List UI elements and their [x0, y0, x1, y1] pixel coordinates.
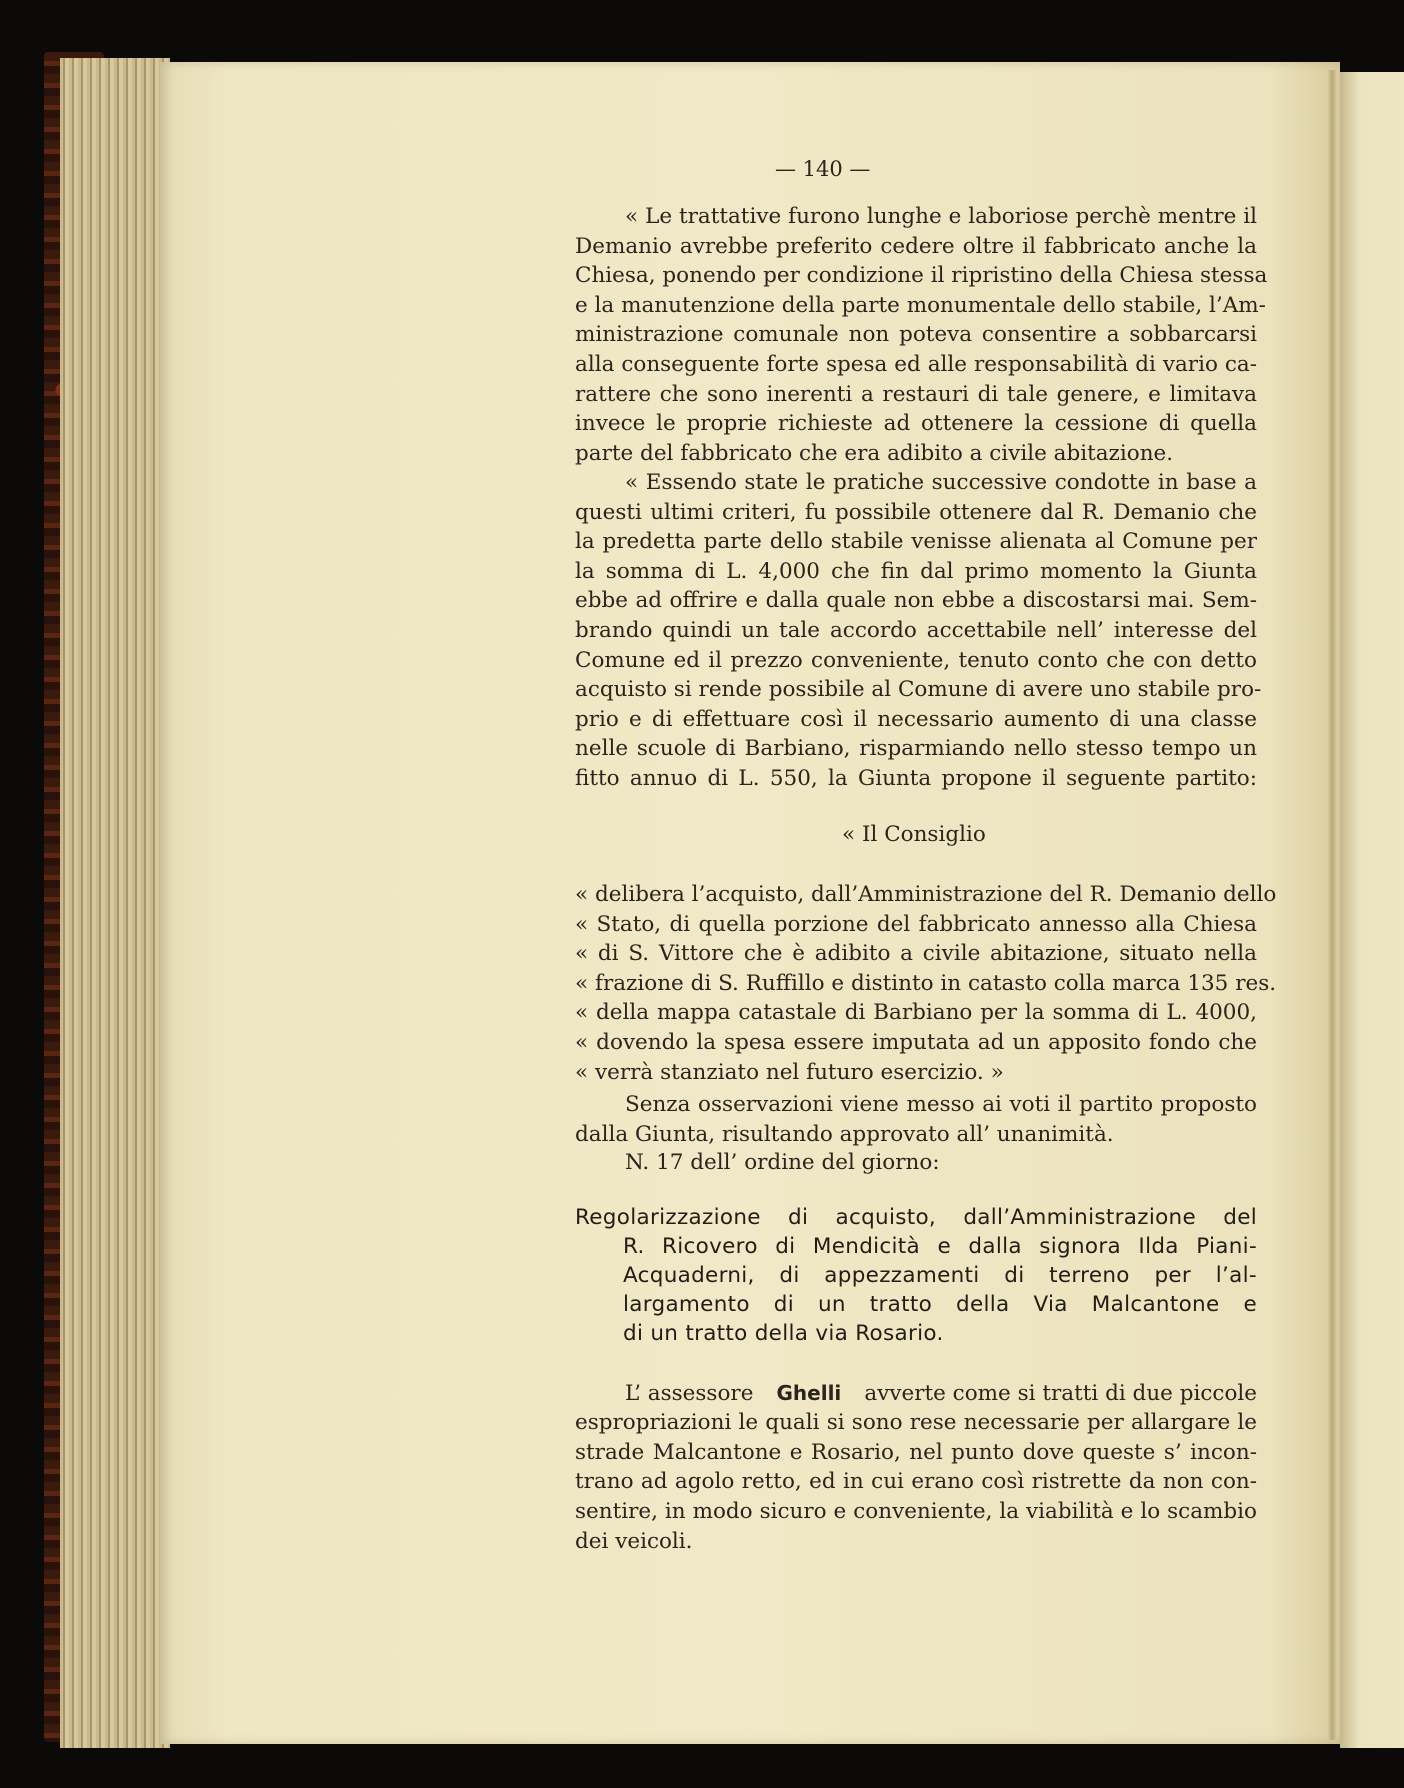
deliberation-line-text: « verrà stanziato nel futuro esercizio. »	[575, 1059, 1004, 1085]
deliberation-line	[575, 1060, 1257, 1085]
p1-line	[575, 234, 1257, 259]
p2-line	[575, 529, 1257, 554]
order-item	[575, 1150, 1257, 1175]
heading-line-text: largamento di un tratto della Via Malcantone e	[623, 1292, 1257, 1317]
deliberation-line-text: « di S. Vittore che è adibito a civile abitazione, situato nella	[575, 941, 1257, 967]
order-item-text: N. 17 dell’ ordine del giorno:	[625, 1150, 940, 1175]
p2-line-text: « Essendo state le pratiche successive condotte in base a	[625, 470, 1257, 495]
p2-line	[575, 677, 1262, 703]
p1-line	[575, 382, 1257, 407]
final-line-text: espropriazioni le quali si sono rese necessarie per allargare le	[575, 1410, 1257, 1435]
heading-line	[623, 1292, 1257, 1317]
final-first-line	[575, 1381, 1257, 1406]
final-first-prefix: L’ assessore	[625, 1381, 754, 1406]
deliberation-line	[575, 970, 1277, 996]
vote-line-text: Senza osservazioni viene messo ai voti il partito proposto	[625, 1092, 1257, 1117]
heading-line	[623, 1321, 1257, 1346]
deliberation-line	[575, 1000, 1257, 1025]
page-number: — 140 —	[775, 157, 871, 181]
p2-line-text: nelle scuole di Barbiano, risparmiando nello stesso tempo un	[575, 736, 1257, 762]
p2-line-text: fitto annuo di L. 550, la Giunta propone il seguente partito:	[575, 766, 1257, 791]
p2-line	[575, 500, 1257, 525]
vote-line	[575, 1092, 1257, 1117]
page-gutter	[1328, 70, 1336, 1740]
heading-line-text: Acquaderni, di appezzamenti di terreno per l’al-	[623, 1263, 1257, 1288]
heading-line	[623, 1234, 1257, 1259]
p1-line	[575, 292, 1266, 318]
deliberation-line-text: « delibera l’acquisto, dall’Amministrazione del R. Demanio dello	[575, 882, 1277, 907]
p1-line	[575, 352, 1257, 377]
deliberation-line-text: « Stato, di quella porzione del fabbricato annesso alla Chiesa	[575, 911, 1257, 937]
assessore-name: Ghelli	[776, 1381, 842, 1405]
deliberation-line	[575, 882, 1277, 907]
final-line	[575, 1410, 1257, 1435]
p1-line	[575, 263, 1268, 289]
heading-line	[623, 1263, 1257, 1288]
p2-line-text: la somma di L. 4,000 che fin dal primo momento la Giunta	[575, 558, 1257, 584]
heading-line	[575, 1205, 1257, 1230]
p1-line-text: alla conseguente forte spesa ed alle responsabilità di vario ca-	[575, 352, 1257, 377]
deliberation-line-text: « della mappa catastale di Barbiano per la somma di L. 4000,	[575, 1000, 1257, 1026]
p1-line-text: Demanio avrebbe preferito cedere oltre il fabbricato anche la	[575, 233, 1257, 259]
final-last-line	[575, 1529, 1257, 1554]
final-line	[575, 1440, 1257, 1465]
deliberation-line	[575, 912, 1257, 937]
p1-line-text: ministrazione comunale non poteva consentire a sobbarcarsi	[575, 322, 1257, 348]
final-last-line-text: dei veicoli.	[575, 1529, 693, 1554]
p1-line	[575, 204, 1257, 229]
p1-line-text: rattere che sono inerenti a restauri di tale genere, e limitava	[575, 381, 1257, 407]
p2-line-text: brando quindi un tale accordo accettabile nell’ interesse del	[575, 618, 1257, 643]
p2-line	[575, 618, 1257, 643]
heading-line-text: R. Ricovero di Mendicità e dalla signora Ilda Piani-	[623, 1234, 1257, 1259]
p2-line-text: Comune ed il prezzo conveniente, tenuto conto che con detto	[575, 647, 1257, 673]
p1-line	[575, 441, 1257, 466]
heading-line-text: Regolarizzazione di acquisto, dall’Amministrazione del	[575, 1205, 1257, 1230]
page-stack-edge	[60, 58, 170, 1748]
p2-line	[575, 648, 1257, 673]
p1-line-text: « Le trattative furono lunghe e laboriose perchè mentre il	[625, 204, 1257, 229]
p2-line-text: acquisto si rende possibile al Comune di avere uno stabile pro-	[575, 677, 1262, 703]
heading-line-text: di un tratto della via Rosario.	[623, 1321, 944, 1346]
final-line	[575, 1499, 1257, 1524]
final-line-text: trano ad agolo retto, ed in cui erano così ristrette da non con-	[575, 1469, 1257, 1495]
deliberation-line-text: « frazione di S. Ruffillo e distinto in catasto colla marca 135 res.	[575, 970, 1277, 996]
p2-line	[575, 736, 1257, 761]
p2-line	[575, 559, 1257, 584]
p1-line-text: Chiesa, ponendo per condizione il ripristino della Chiesa stessa	[575, 263, 1268, 289]
final-line-text: sentire, in modo sicuro e conveniente, la viabilità e lo scambio	[575, 1498, 1257, 1524]
p2-line-text: prio e di effettuare così il necessario aumento di una classe	[575, 706, 1257, 732]
deliberation-line	[575, 941, 1257, 966]
deliberation-line	[575, 1030, 1257, 1055]
next-page-edge	[1340, 72, 1404, 1748]
p1-line-text: parte del fabbricato che era adibito a civile abitazione.	[575, 440, 1174, 466]
p2-line-text: questi ultimi criteri, fu possibile ottenere dal R. Demanio che	[575, 499, 1257, 525]
vote-line-text: dalla Giunta, risultando approvato all’ unanimità.	[575, 1121, 1114, 1147]
p1-line	[575, 411, 1257, 436]
deliberation-line-text: « dovendo la spesa essere imputata ad un apposito fondo che	[575, 1030, 1257, 1055]
p1-line-text: invece le proprie richieste ad ottenere la cessione di quella	[575, 411, 1257, 437]
p1-line-text: e la manutenzione della parte monumentale dello stabile, l’Am-	[575, 292, 1266, 318]
vote-line	[575, 1122, 1257, 1147]
consiglio-heading: « Il Consiglio	[842, 822, 986, 847]
final-first-suffix: avverte come si tratti di due piccole	[864, 1381, 1257, 1406]
final-line	[575, 1469, 1257, 1494]
p2-line	[575, 470, 1257, 495]
p2-line	[575, 766, 1257, 791]
p2-line	[575, 707, 1257, 732]
p2-line-text: ebbe ad offrire e dalla quale non ebbe a discostarsi mai. Sem-	[575, 588, 1257, 614]
final-line-text: strade Malcantone e Rosario, nel punto dove queste s’ incon-	[575, 1439, 1257, 1465]
p2-line	[575, 588, 1257, 613]
p1-line	[575, 322, 1257, 347]
p2-line-text: la predetta parte dello stabile venisse alienata al Comune per	[575, 529, 1257, 555]
